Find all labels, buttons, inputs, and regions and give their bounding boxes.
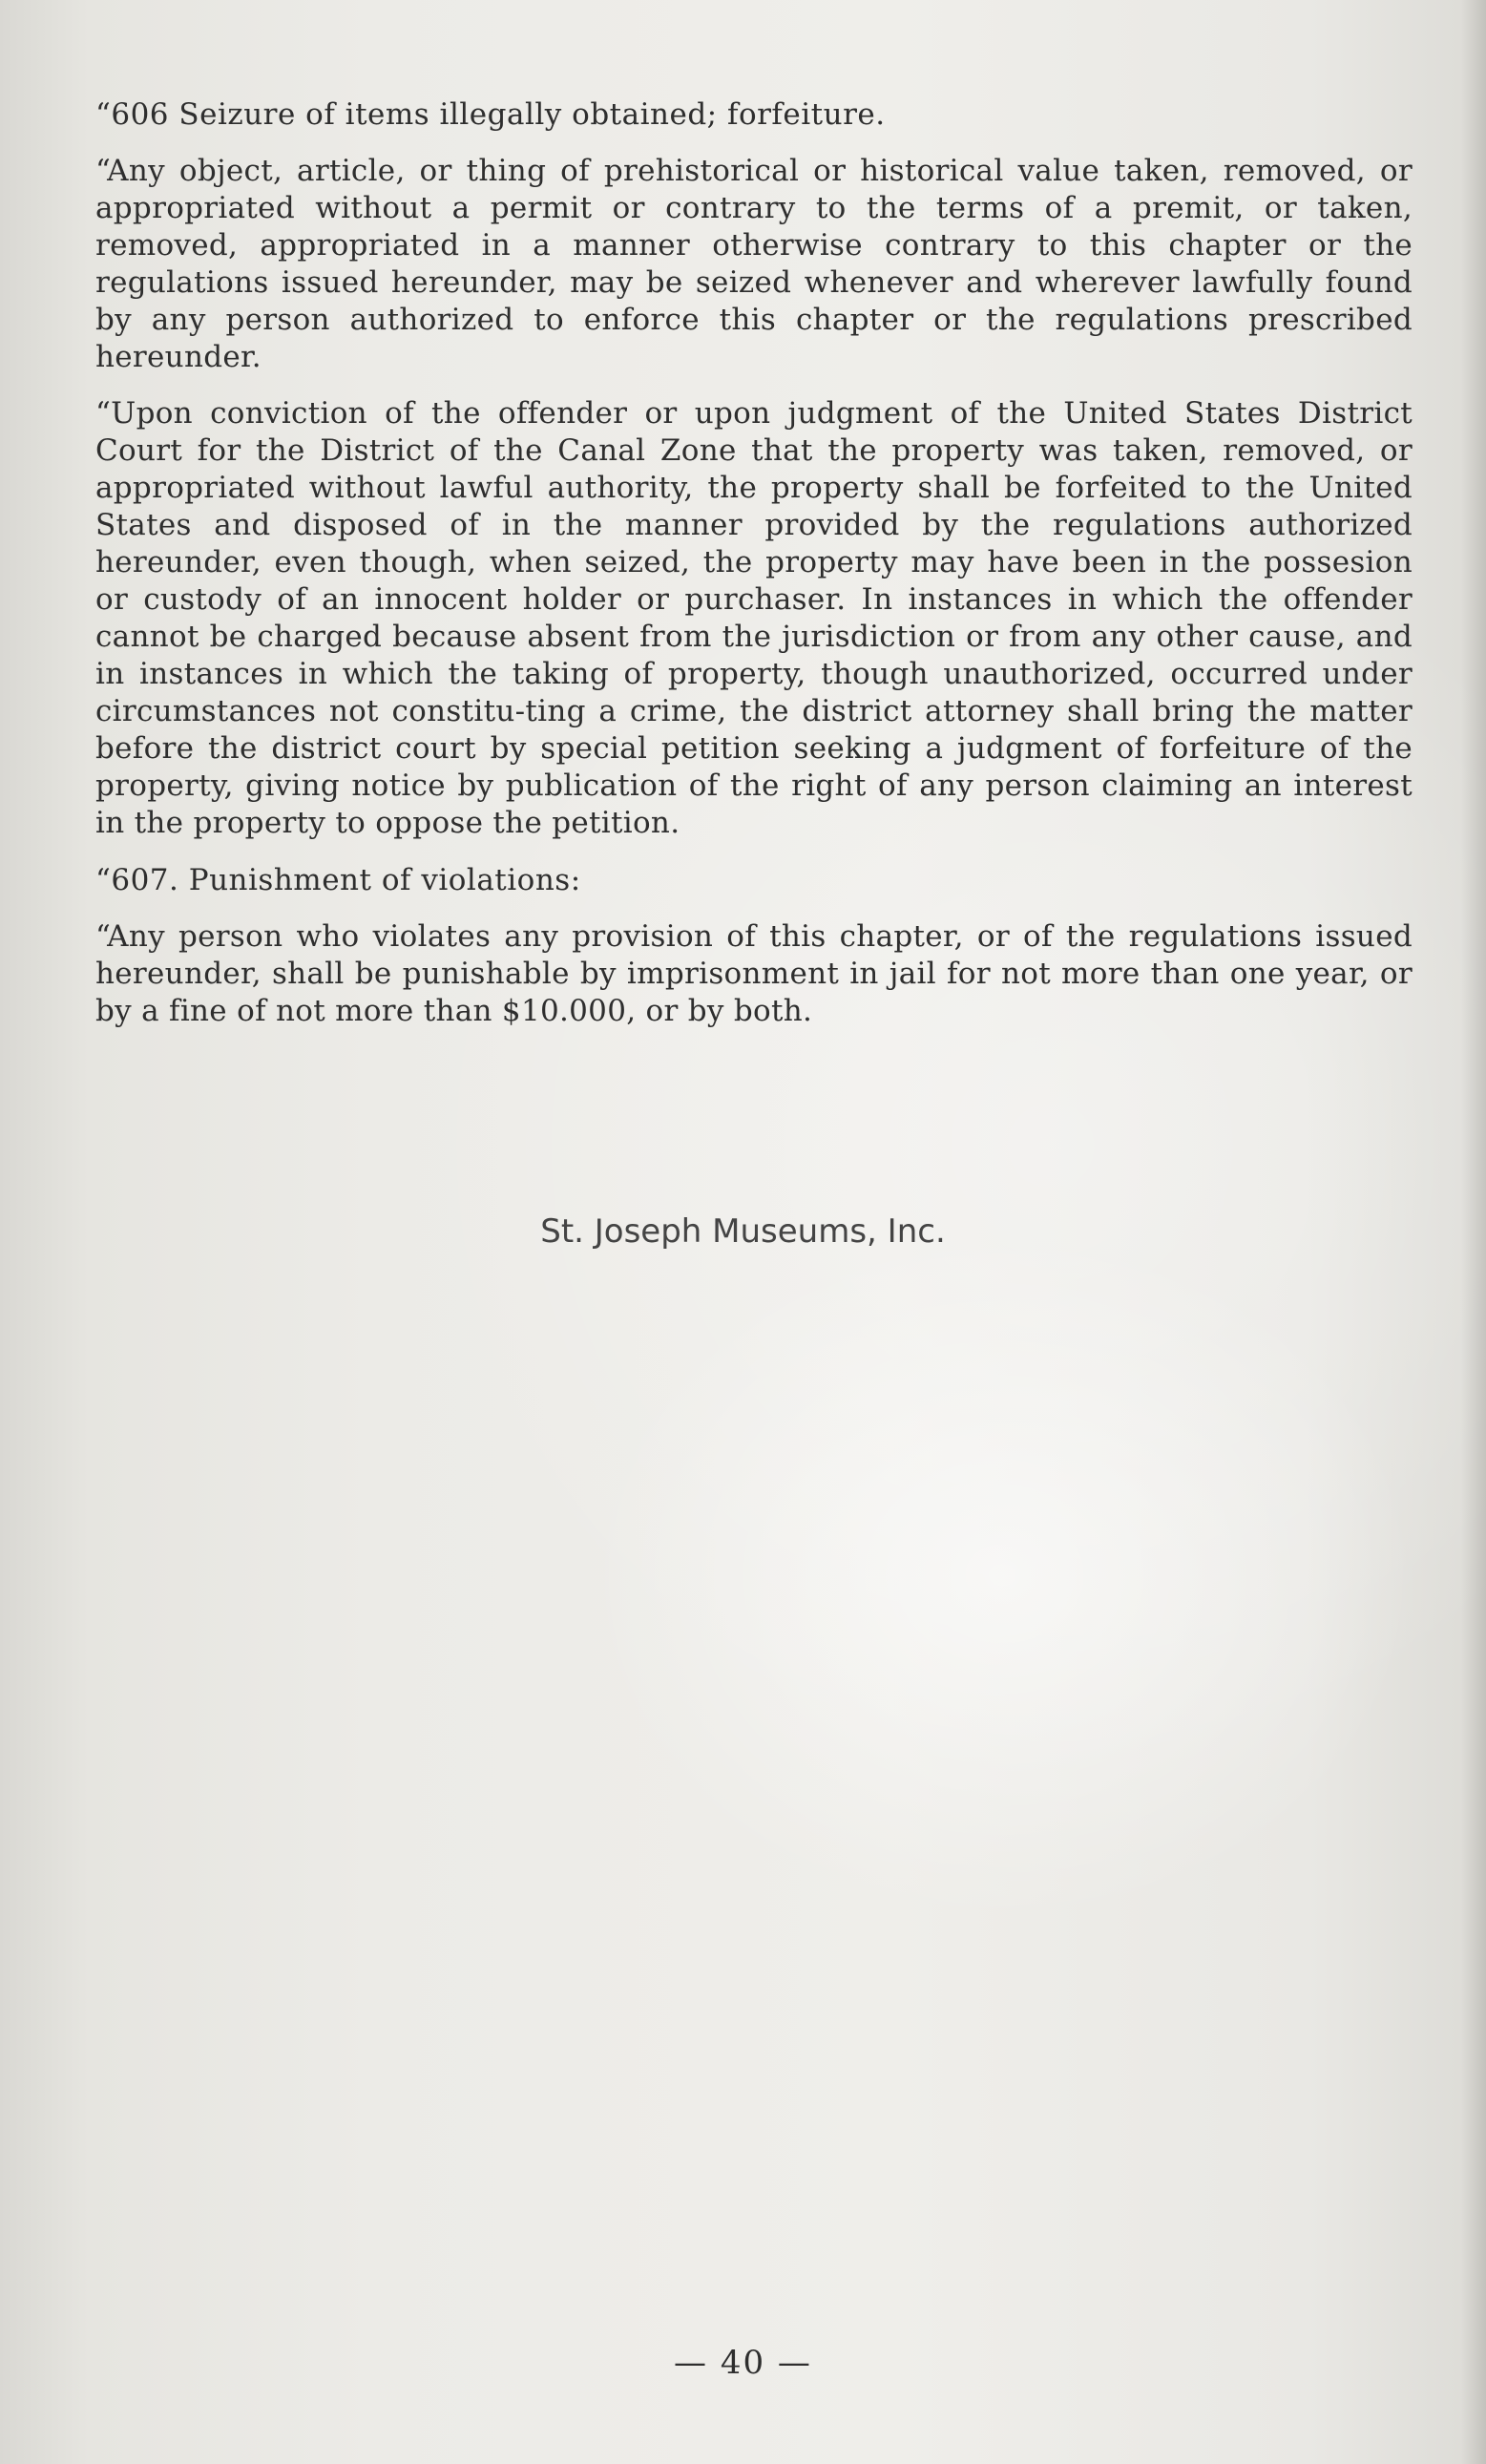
- page-number: — 40 —: [674, 2344, 812, 2382]
- section-607: [95, 861, 1413, 1030]
- section-606: [95, 95, 1413, 842]
- section-heading: “606 Seizure of items illegally obtained; forfeiture.: [95, 97, 886, 132]
- watermark-caption: St. Joseph Museums, Inc.: [540, 1212, 946, 1251]
- document-body: [95, 95, 1413, 1049]
- paragraph: “Any object, article, or thing of prehistorical or historical value taken, removed, or appropriated without a permit or contrary to the terms of a premit, or taken, removed, appropriated in a manner otherwise contrary to this chapter or the regulations issued hereunder, may be seized whenever and wherever lawfully found by any person authorized to enforce this chapter or the regulations prescribed hereunder.: [95, 154, 1413, 374]
- paragraph: “Any person who violates any provision of this chapter, or of the regulations issued hereunder, shall be punishable by imprisonment in jail for not more than one year, or by a fine of not more than $10.000, or by both.: [95, 919, 1413, 1028]
- section-heading: “607. Punishment of violations:: [95, 863, 581, 897]
- paragraph: “Upon conviction of the offender or upon judgment of the United States District Court for the District of the Canal Zone that the property was taken, removed, or appropriated without lawful authority, the property shall be forfeited to the United States and disposed of in the manner provided by the regulations authorized hereunder, even though, when seized, the property may have been in the possesion or custody of an innocent holder or purchaser. In instances in which the offender cannot be charged because absent from the jurisdiction or from any other cause, and in instances in which the taking of property, though unauthorized, occurred under circumstances not constitu-ting a crime, the district attorney shall bring the matter before the district court by special petition seeking a judgment of forfeiture of the property, giving notice by publication of the right of any person claiming an interest in the property to oppose the petition.: [95, 396, 1413, 840]
